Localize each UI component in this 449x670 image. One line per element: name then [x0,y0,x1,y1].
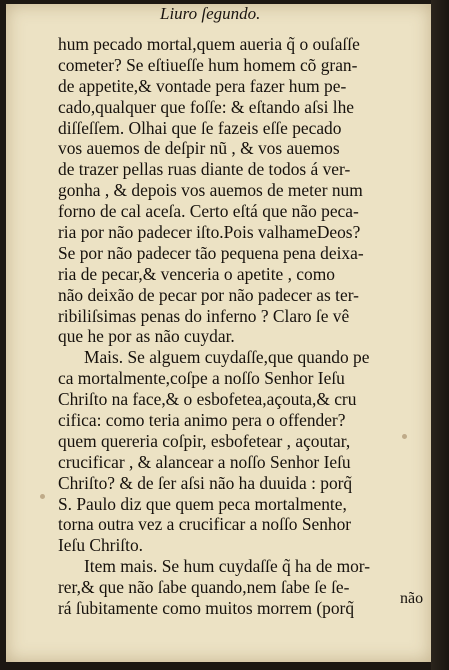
text-line: cometer? Se eſtiueſſe hum homem cõ gran- [58,54,358,75]
paper-stain [40,494,45,499]
text-line: que he por as não cuydar. [58,326,235,347]
text-line: quem quereria coſpir, esbofetear , açoutar, [58,430,351,451]
text-line: crucificar , & alancear a noſſo Senhor Ieſu [58,451,351,472]
catchword: não [400,590,424,607]
paragraph-start-line: Mais. Se alguem cuydaſſe,que quando pe [84,347,370,368]
text-line: cado,qualquer que foſſe: & eſtando aſsi lhe [58,96,355,117]
text-line: ria de pecar,& venceria o apetite , como [58,263,335,284]
text-line: torna outra vez a crucificar a noſſo Senhor [58,514,352,535]
text-line: não deixão de pecar por não padecer as ter- [58,284,359,305]
text-line: Chriſto? & de ſer aſsi não ha duuida : porq̃ [58,472,353,493]
text-line: rá ſubitamente como muitos morrem (porq̃ [58,598,355,619]
text-line: hum pecado mortal,quem aueria q̃ o ouſaſſe [58,34,360,54]
text-line: Ieſu Chriſto. [58,535,144,556]
text-line: de trazer pellas ruas diante de todos á ver- [58,159,351,180]
text-line: S. Paulo diz que quem peca mortalmente, [58,493,347,514]
text-line: Chriſto na face,& o esbofetea,açouta,& cru [58,389,357,410]
text-line: gonha , & depois vos auemos de meter num [58,180,363,201]
text-line: ria por não padecer iſto.Pois valhameDeos? [58,222,361,243]
text-line: diſſeſſem. Olhai que ſe fazeis eſſe pecado [58,117,342,138]
text-line: forno de cal aceſa. Certo eſtá que não peca- [58,201,359,222]
paragraph-start-line: Item mais. Se hum cuydaſſe q̃ ha de mor- [84,556,371,577]
text-line: cifica: como teria animo pera o offender? [58,410,346,431]
text-line: vos auemos de deſpir nũ , & vos auemos [58,138,340,159]
text-line: ribiliſsimas penas do inferno ? Claro ſe vê [58,305,350,326]
text-line: Se por não padecer tão pequena pena deixa- [58,242,364,263]
running-head: Liuro ſegundo. [160,4,261,23]
book-gutter [431,0,449,670]
text-line: ca mortalmente,coſpe a noſſo Senhor Ieſu [58,368,345,389]
text-line: de appetite,& vontade pera fazer hum pe- [58,75,347,96]
body-text [58,34,428,619]
text-line: rer,& que não ſabe quando,nem ſabe ſe ſe- [58,577,350,598]
